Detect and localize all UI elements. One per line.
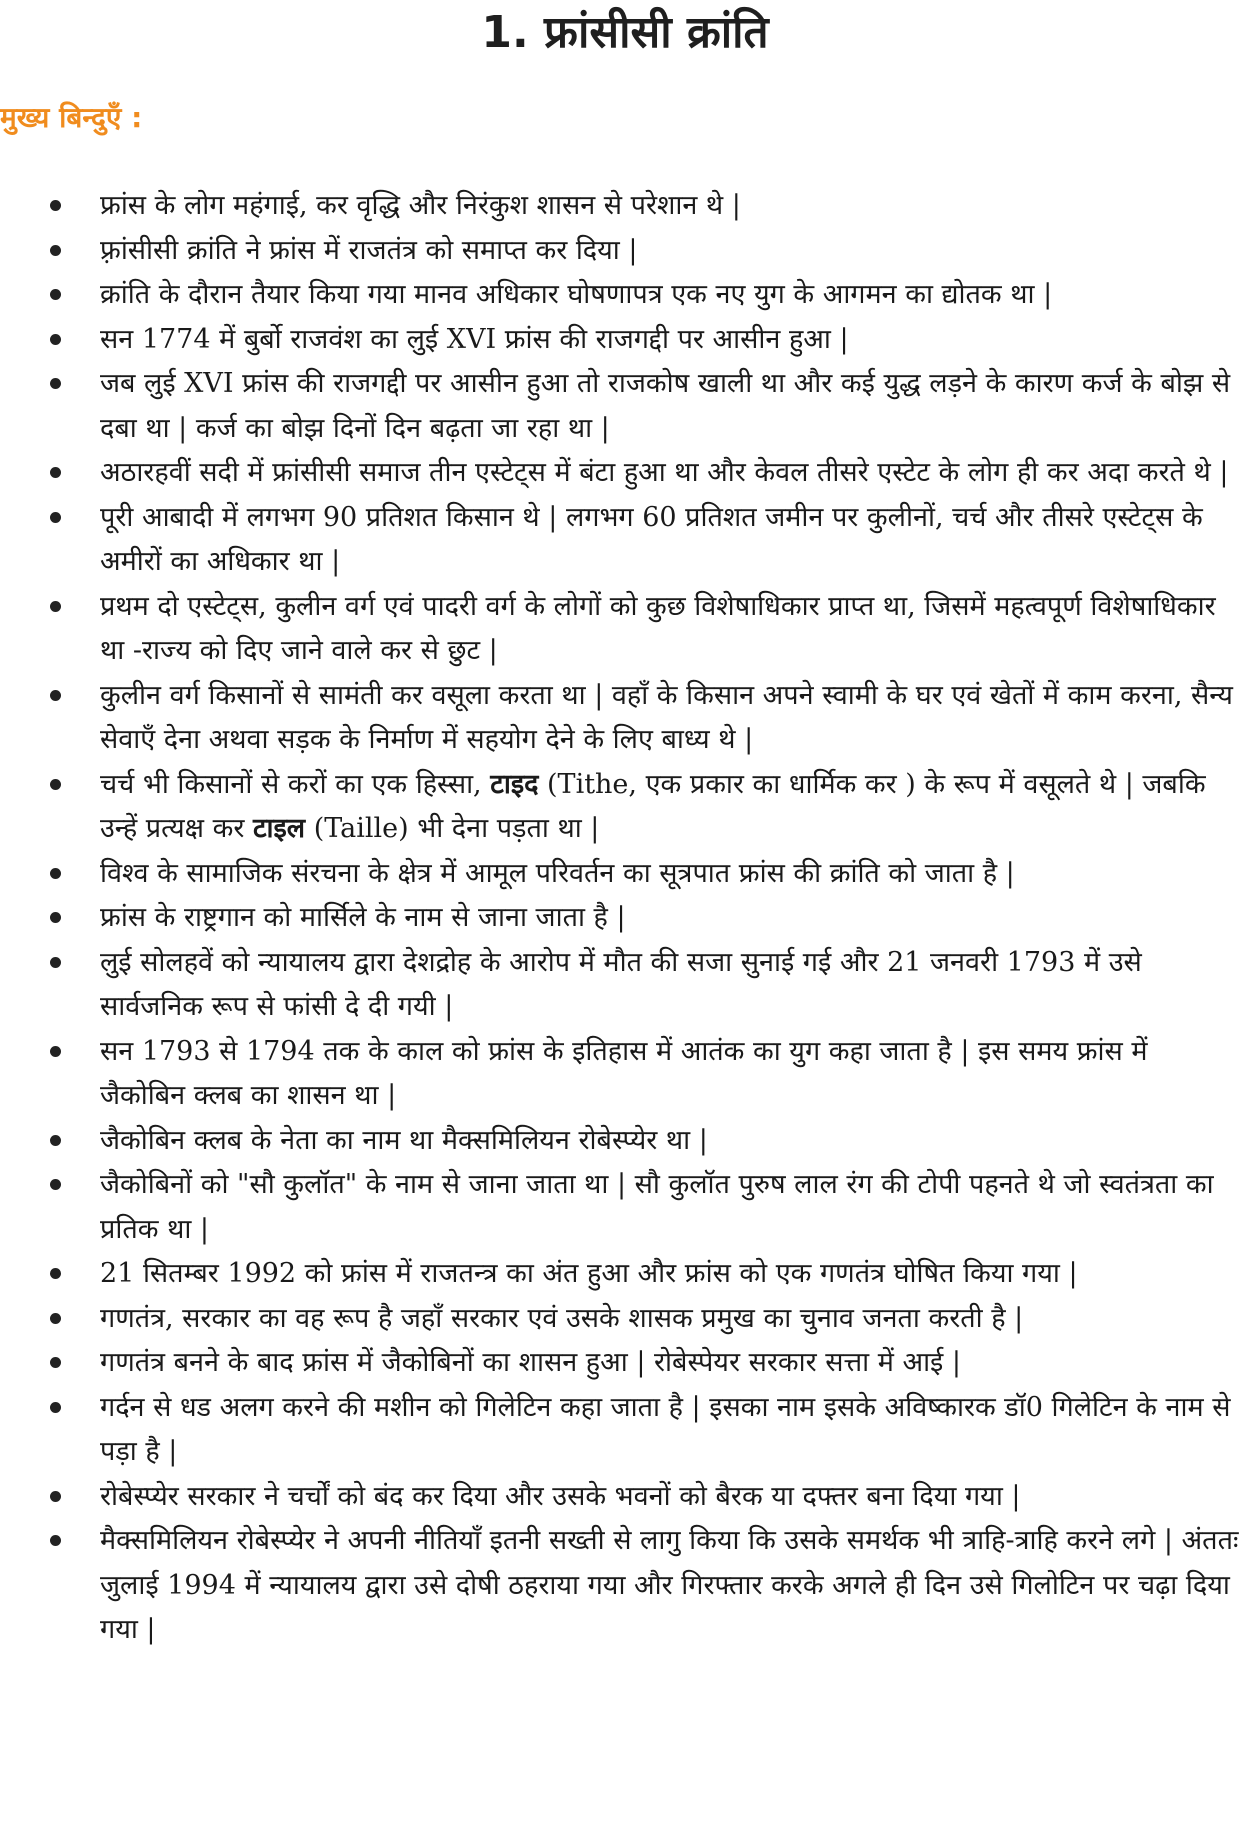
- list-item: [0, 674, 1240, 763]
- bullet-icon: [50, 1046, 61, 1057]
- point-text: पूरी आबादी में लगभग 90 प्रतिशत किसान थे | लगभग 60 प्रतिशत जमीन पर कुलीनों, चर्च और तीसरे एस्टेट्स के अमीरों का अधिकार था |: [100, 501, 1203, 577]
- list-item: [0, 229, 1240, 274]
- point-text: लुई सोलहवें को न्यायालय द्वारा देशद्रोह के आरोप में मौत की सजा सुनाई गई और 21 जनवरी 1793 में उसे सार्वजनिक रूप से फांसी दे दी गयी |: [100, 946, 1142, 1022]
- list-item: [0, 318, 1240, 363]
- bullet-icon: [50, 868, 61, 879]
- bullet-icon: [50, 690, 61, 701]
- point-text: गणतंत्र, सरकार का वह रूप है जहाँ सरकार एवं उसके शासक प्रमुख का चुनाव जनता करती है |: [100, 1302, 1024, 1334]
- list-item: [0, 451, 1240, 496]
- term-taille: टाइल: [252, 813, 306, 844]
- bullet-icon: [50, 378, 61, 389]
- bullet-icon: [50, 1491, 61, 1502]
- bullet-icon: [50, 467, 61, 478]
- point-text: जब लुई XVI फ्रांस की राजगद्दी पर आसीन हुआ तो राजकोष खाली था और कई युद्ध लड़ने के कारण कर्ज के बोझ से दबा था | कर्ज का बोझ दिनों दिन बढ़ता जा रहा था |: [100, 368, 1231, 444]
- point-text: विश्व के सामाजिक संरचना के क्षेत्र में आमूल परिवर्तन का सूत्रपात फ्रांस की क्रांति को जाता है |: [100, 857, 1015, 889]
- bullet-icon: [50, 1313, 61, 1324]
- term-tithe: टाइद: [490, 768, 539, 800]
- point-text: प्रथम दो एस्टेट्स, कुलीन वर्ग एवं पादरी वर्ग के लोगों को कुछ विशेषाधिकार प्राप्त था, जिसमें महत्वपूर्ण विशेषाधिकार था -राज्य को दिए जाने वाले कर से छुट |: [100, 590, 1216, 666]
- bullet-icon: [50, 245, 61, 256]
- list-item: [0, 941, 1240, 1030]
- point-text: सन 1774 में बुर्बो राजवंश का लुई XVI फ्रांस की राजगद्दी पर आसीन हुआ |: [100, 323, 849, 355]
- key-points-list: [0, 184, 1240, 1653]
- list-item: [0, 1119, 1240, 1164]
- bullet-icon: [50, 512, 61, 523]
- point-text: गणतंत्र बनने के बाद फ्रांस में जैकोबिनों का शासन हुआ | रोबेस्पेयर सरकार सत्ता में आई |: [100, 1347, 961, 1378]
- bullet-icon: [50, 1179, 61, 1190]
- point-text: कुलीन वर्ग किसानों से सामंती कर वसूला करता था | वहाँ के किसान अपने स्वामी के घर एवं खेतों में काम करना, सैन्य सेवाएँ देना अथवा सड़क के निर्माण में सहयोग देने के लिए बाध्य थे |: [100, 679, 1233, 755]
- list-item: [0, 1519, 1240, 1653]
- list-item: [0, 1297, 1240, 1342]
- bullet-icon: [50, 957, 61, 968]
- point-text: सन 1793 से 1794 तक के काल को फ्रांस के इतिहास में आतंक का युग कहा जाता है | इस समय फ्रांस में जैकोबिन क्लब का शासन था |: [100, 1035, 1148, 1111]
- point-text: रोबेस्प्येर सरकार ने चर्चों को बंद कर दिया और उसके भवनों को बैरक या दफ्तर बना दिया गया |: [100, 1480, 1021, 1512]
- point-text-pre: चर्च भी किसानों से करों का एक हिस्सा,: [100, 768, 491, 800]
- list-item: [0, 496, 1240, 585]
- point-text: क्रांति के दौरान तैयार किया गया मानव अधिकार घोषणापत्र एक नए युग के आगमन का द्योतक था |: [100, 279, 1053, 310]
- point-text: फ़्रांसीसी क्रांति ने फ्रांस में राजतंत्र को समाप्त कर दिया |: [100, 234, 638, 266]
- bullet-icon: [50, 334, 61, 345]
- point-text: जैकोबिनों को "सौ कुलॉत" के नाम से जाना जाता था | सौ कुलॉत पुरुष लाल रंग की टोपी पहनते थे जो स्वतंत्रता का प्रतिक था |: [100, 1169, 1214, 1245]
- point-text: गर्दन से धड अलग करने की मशीन को गिलेटिन कहा जाता है | इसका नाम इसके अविष्कारक डॉ0 गिलेटिन के नाम से पड़ा है |: [100, 1391, 1231, 1467]
- point-text: फ्रांस के राष्ट्रगान को मार्सिले के नाम से जाना जाता है |: [100, 902, 626, 933]
- point-text-mid: (Tithe, एक प्रकार का धार्मिक कर ) के रूप में वसूलते थे | जबकि उन्हें प्रत्यक्ष कर: [100, 768, 1206, 844]
- bullet-icon: [50, 912, 61, 923]
- section-heading: मुख्य बिन्दुएँ :: [0, 101, 143, 134]
- list-item: [0, 1030, 1240, 1119]
- list-item: [0, 362, 1240, 451]
- point-text: अठारहवीं सदी में फ्रांसीसी समाज तीन एस्टेट्स में बंटा हुआ था और केवल तीसरे एस्टेट के लोग ही कर अदा करते थे |: [100, 457, 1229, 488]
- bullet-icon: [50, 1357, 61, 1368]
- list-item: [0, 1341, 1240, 1386]
- bullet-icon: [50, 1268, 61, 1279]
- list-item: [0, 763, 1240, 852]
- point-text: फ्रांस के लोग महंगाई, कर वृद्धि और निरंकुश शासन से परेशान थे |: [100, 190, 741, 221]
- list-item: [0, 1475, 1240, 1520]
- page-title: 1. फ्रांसीसी क्रांति: [481, 7, 769, 58]
- bullet-icon: [50, 779, 61, 790]
- bullet-icon: [50, 601, 61, 612]
- point-text: 21 सितम्बर 1992 को फ्रांस में राजतन्त्र का अंत हुआ और फ्रांस को एक गणतंत्र घोषित किया गया |: [100, 1258, 1078, 1289]
- list-item: [0, 273, 1240, 318]
- bullet-icon: [50, 200, 61, 211]
- list-item: [0, 896, 1240, 941]
- point-text-post: (Taille) भी देना पड़ता था |: [305, 813, 600, 844]
- bullet-icon: [50, 1402, 61, 1413]
- point-text: जैकोबिन क्लब के नेता का नाम था मैक्समिलियन रोबेस्प्येर था |: [100, 1124, 708, 1156]
- point-text: मैक्समिलियन रोबेस्प्येर ने अपनी नीतियाँ इतनी सख्ती से लागु किया कि उसके समर्थक भी त्राहि-त्राहि करने लगे | अंततः जुलाई 1994 में न्यायालय द्वारा उसे दोषी ठहराया गया और गिरफ्तार करके अगले ही दिन उसे गिलोटिन पर चढ़ा दिया गया |: [100, 1525, 1239, 1645]
- list-item: [0, 1163, 1240, 1252]
- list-item: [0, 184, 1240, 229]
- bullet-icon: [50, 1135, 61, 1146]
- list-item: [0, 1386, 1240, 1475]
- list-item: [0, 1252, 1240, 1297]
- bullet-icon: [50, 289, 61, 300]
- list-item: [0, 585, 1240, 674]
- bullet-icon: [50, 1535, 61, 1546]
- list-item: [0, 852, 1240, 897]
